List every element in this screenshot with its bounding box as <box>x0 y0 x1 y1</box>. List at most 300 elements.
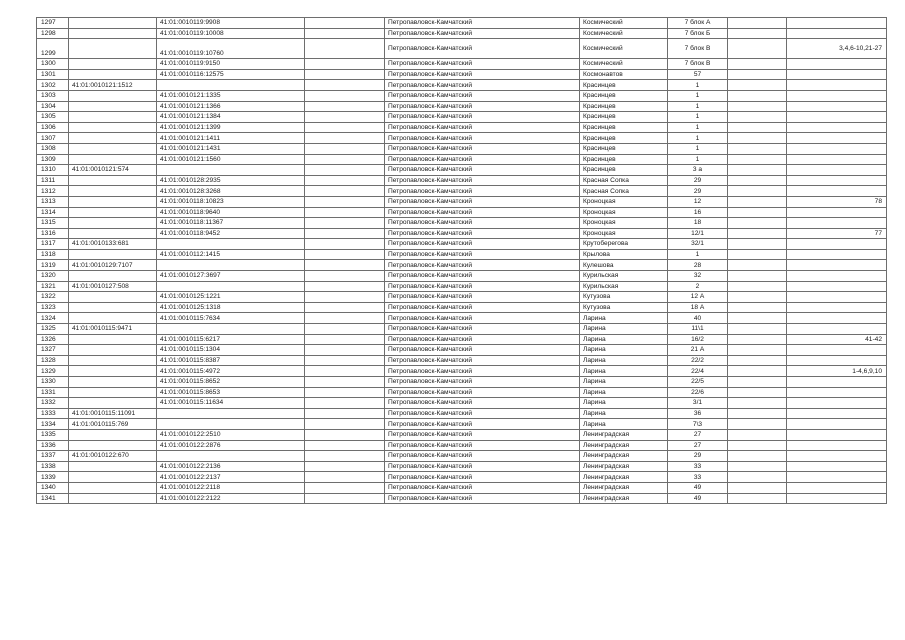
house-cell: 1 <box>668 133 728 144</box>
apartments-cell <box>787 133 887 144</box>
empty-cell <box>728 196 787 207</box>
city-cell: Петропавловск-Камчатский <box>385 398 580 409</box>
empty-cell <box>728 18 787 29</box>
city-cell: Петропавловск-Камчатский <box>385 133 580 144</box>
house-cell: 1 <box>668 143 728 154</box>
row-number: 1329 <box>37 366 69 377</box>
house-cell: 12 <box>668 196 728 207</box>
table-row <box>37 59 887 70</box>
city-cell: Петропавловск-Камчатский <box>385 408 580 419</box>
table-row <box>37 334 887 345</box>
city-cell: Петропавловск-Камчатский <box>385 271 580 282</box>
empty-cell <box>728 154 787 165</box>
city-cell: Петропавловск-Камчатский <box>385 59 580 70</box>
table-row <box>37 324 887 335</box>
table-row <box>37 143 887 154</box>
house-cell: 16 <box>668 207 728 218</box>
cadastral-building <box>69 429 157 440</box>
row-number: 1335 <box>37 429 69 440</box>
apartments-cell <box>787 186 887 197</box>
cadastral-building <box>69 472 157 483</box>
cadastral-building <box>69 39 157 59</box>
house-cell: 12/1 <box>668 228 728 239</box>
cadastral-building: 41:01:0010133:681 <box>69 239 157 250</box>
street-cell: Ленинградская <box>580 461 668 472</box>
apartments-cell <box>787 377 887 388</box>
cadastral-premises: 41:01:0010119:10008 <box>157 28 305 39</box>
empty-cell <box>728 482 787 493</box>
cadastral-building <box>69 461 157 472</box>
apartments-cell <box>787 313 887 324</box>
city-cell: Петропавловск-Камчатский <box>385 260 580 271</box>
cadastral-premises: 41:01:0010121:1431 <box>157 143 305 154</box>
empty-cell <box>728 165 787 176</box>
cadastral-building: 41:01:0010115:769 <box>69 419 157 430</box>
cadastral-building <box>69 218 157 229</box>
empty-cell <box>305 398 385 409</box>
house-cell: 29 <box>668 175 728 186</box>
table-row <box>37 440 887 451</box>
house-cell: 1 <box>668 90 728 101</box>
table-row <box>37 472 887 483</box>
house-cell: 1 <box>668 80 728 91</box>
house-cell: 7 блок В <box>668 39 728 59</box>
house-cell: 32/1 <box>668 239 728 250</box>
house-cell: 28 <box>668 260 728 271</box>
empty-cell <box>728 90 787 101</box>
cadastral-building <box>69 18 157 29</box>
empty-cell <box>728 302 787 313</box>
empty-cell <box>305 366 385 377</box>
street-cell: Ларина <box>580 419 668 430</box>
empty-cell <box>728 39 787 59</box>
cadastral-building <box>69 249 157 260</box>
apartments-cell <box>787 249 887 260</box>
city-cell: Петропавловск-Камчатский <box>385 207 580 218</box>
city-cell: Петропавловск-Камчатский <box>385 302 580 313</box>
street-cell: Красинцев <box>580 133 668 144</box>
empty-cell <box>728 218 787 229</box>
cadastral-premises: 41:01:0010122:2137 <box>157 472 305 483</box>
apartments-cell: 78 <box>787 196 887 207</box>
row-number: 1326 <box>37 334 69 345</box>
empty-cell <box>305 90 385 101</box>
street-cell: Ларина <box>580 377 668 388</box>
row-number: 1337 <box>37 451 69 462</box>
cadastral-building <box>69 440 157 451</box>
empty-cell <box>728 493 787 504</box>
table-row <box>37 239 887 250</box>
empty-cell <box>728 429 787 440</box>
apartments-cell <box>787 461 887 472</box>
cadastral-premises <box>157 419 305 430</box>
cadastral-premises: 41:01:0010122:2122 <box>157 493 305 504</box>
apartments-cell <box>787 69 887 80</box>
cadastral-premises: 41:01:0010121:1384 <box>157 112 305 123</box>
street-cell: Кутузова <box>580 302 668 313</box>
cadastral-premises: 41:01:0010121:1411 <box>157 133 305 144</box>
table-row <box>37 175 887 186</box>
city-cell: Петропавловск-Камчатский <box>385 461 580 472</box>
empty-cell <box>728 186 787 197</box>
house-cell: 33 <box>668 472 728 483</box>
empty-cell <box>305 408 385 419</box>
table-row <box>37 228 887 239</box>
house-cell: 18 А <box>668 302 728 313</box>
cadastral-premises: 41:01:0010122:2876 <box>157 440 305 451</box>
property-table <box>36 17 887 504</box>
city-cell: Петропавловск-Камчатский <box>385 154 580 165</box>
empty-cell <box>305 302 385 313</box>
street-cell: Ларина <box>580 366 668 377</box>
cadastral-premises: 41:01:0010119:9908 <box>157 18 305 29</box>
apartments-cell <box>787 143 887 154</box>
empty-cell <box>728 345 787 356</box>
cadastral-building: 41:01:0010121:1512 <box>69 80 157 91</box>
cadastral-premises: 41:01:0010127:3697 <box>157 271 305 282</box>
cadastral-building: 41:01:0010121:574 <box>69 165 157 176</box>
empty-cell <box>728 143 787 154</box>
row-number: 1299 <box>37 39 69 59</box>
cadastral-premises: 41:01:0010128:2935 <box>157 175 305 186</box>
table-row <box>37 493 887 504</box>
apartments-cell <box>787 419 887 430</box>
empty-cell <box>305 419 385 430</box>
table-row <box>37 101 887 112</box>
cadastral-premises <box>157 260 305 271</box>
table-row <box>37 249 887 260</box>
street-cell: Красная Сопка <box>580 186 668 197</box>
row-number: 1308 <box>37 143 69 154</box>
cadastral-premises: 41:01:0010119:10760 <box>157 39 305 59</box>
row-number: 1304 <box>37 101 69 112</box>
empty-cell <box>728 408 787 419</box>
cadastral-building <box>69 398 157 409</box>
house-cell: 1 <box>668 122 728 133</box>
table-row <box>37 218 887 229</box>
street-cell: Космический <box>580 39 668 59</box>
empty-cell <box>305 482 385 493</box>
empty-cell <box>728 281 787 292</box>
house-cell: 11\1 <box>668 324 728 335</box>
empty-cell <box>305 461 385 472</box>
city-cell: Петропавловск-Камчатский <box>385 239 580 250</box>
cadastral-building <box>69 302 157 313</box>
apartments-cell <box>787 429 887 440</box>
street-cell: Ларина <box>580 345 668 356</box>
empty-cell <box>305 18 385 29</box>
cadastral-premises <box>157 281 305 292</box>
empty-cell <box>305 218 385 229</box>
cadastral-premises <box>157 324 305 335</box>
empty-cell <box>305 143 385 154</box>
table-row <box>37 302 887 313</box>
house-cell: 12 А <box>668 292 728 303</box>
cadastral-building <box>69 175 157 186</box>
street-cell: Красинцев <box>580 154 668 165</box>
row-number: 1302 <box>37 80 69 91</box>
row-number: 1300 <box>37 59 69 70</box>
house-cell: 29 <box>668 186 728 197</box>
house-cell: 49 <box>668 482 728 493</box>
city-cell: Петропавловск-Камчатский <box>385 90 580 101</box>
street-cell: Кулешова <box>580 260 668 271</box>
table-row <box>37 18 887 29</box>
table-row <box>37 429 887 440</box>
empty-cell <box>305 249 385 260</box>
empty-cell <box>728 112 787 123</box>
empty-cell <box>728 271 787 282</box>
house-cell: 16/2 <box>668 334 728 345</box>
street-cell: Ленинградская <box>580 482 668 493</box>
cadastral-premises <box>157 80 305 91</box>
row-number: 1316 <box>37 228 69 239</box>
cadastral-building <box>69 90 157 101</box>
city-cell: Петропавловск-Камчатский <box>385 429 580 440</box>
cadastral-building <box>69 101 157 112</box>
city-cell: Петропавловск-Камчатский <box>385 313 580 324</box>
empty-cell <box>728 207 787 218</box>
apartments-cell <box>787 302 887 313</box>
empty-cell <box>305 377 385 388</box>
house-cell: 49 <box>668 493 728 504</box>
street-cell: Красинцев <box>580 101 668 112</box>
empty-cell <box>728 419 787 430</box>
table-row <box>37 28 887 39</box>
city-cell: Петропавловск-Камчатский <box>385 18 580 29</box>
table-row <box>37 186 887 197</box>
row-number: 1334 <box>37 419 69 430</box>
city-cell: Петропавловск-Камчатский <box>385 387 580 398</box>
street-cell: Ленинградская <box>580 472 668 483</box>
city-cell: Петропавловск-Камчатский <box>385 472 580 483</box>
cadastral-premises: 41:01:0010122:2118 <box>157 482 305 493</box>
street-cell: Космический <box>580 28 668 39</box>
apartments-cell <box>787 154 887 165</box>
street-cell: Ларина <box>580 387 668 398</box>
cadastral-building <box>69 133 157 144</box>
empty-cell <box>305 207 385 218</box>
empty-cell <box>728 239 787 250</box>
house-cell: 33 <box>668 461 728 472</box>
cadastral-premises: 41:01:0010118:9452 <box>157 228 305 239</box>
row-number: 1310 <box>37 165 69 176</box>
house-cell: 3/1 <box>668 398 728 409</box>
apartments-cell: 41-42 <box>787 334 887 345</box>
table-row <box>37 69 887 80</box>
empty-cell <box>728 377 787 388</box>
cadastral-building <box>69 387 157 398</box>
house-cell: 22/5 <box>668 377 728 388</box>
house-cell: 7 блок А <box>668 18 728 29</box>
row-number: 1319 <box>37 260 69 271</box>
street-cell: Ленинградская <box>580 429 668 440</box>
street-cell: Ларина <box>580 355 668 366</box>
cadastral-premises: 41:01:0010128:3268 <box>157 186 305 197</box>
city-cell: Петропавловск-Камчатский <box>385 143 580 154</box>
cadastral-premises: 41:01:0010119:9150 <box>157 59 305 70</box>
street-cell: Крутоберегова <box>580 239 668 250</box>
row-number: 1330 <box>37 377 69 388</box>
row-number: 1341 <box>37 493 69 504</box>
empty-cell <box>305 292 385 303</box>
row-number: 1327 <box>37 345 69 356</box>
house-cell: 1 <box>668 154 728 165</box>
city-cell: Петропавловск-Камчатский <box>385 165 580 176</box>
empty-cell <box>305 239 385 250</box>
table-row <box>37 260 887 271</box>
city-cell: Петропавловск-Камчатский <box>385 218 580 229</box>
street-cell: Курильская <box>580 271 668 282</box>
street-cell: Ларина <box>580 408 668 419</box>
table-row <box>37 345 887 356</box>
table-row <box>37 377 887 388</box>
cadastral-premises: 41:01:0010118:9640 <box>157 207 305 218</box>
table-row <box>37 154 887 165</box>
empty-cell <box>305 228 385 239</box>
cadastral-building <box>69 154 157 165</box>
cadastral-premises: 41:01:0010118:11367 <box>157 218 305 229</box>
street-cell: Красинцев <box>580 122 668 133</box>
empty-cell <box>305 313 385 324</box>
empty-cell <box>728 472 787 483</box>
cadastral-premises: 41:01:0010115:4972 <box>157 366 305 377</box>
cadastral-building <box>69 366 157 377</box>
city-cell: Петропавловск-Камчатский <box>385 451 580 462</box>
apartments-cell: 1-4,6,9,10 <box>787 366 887 377</box>
row-number: 1307 <box>37 133 69 144</box>
apartments-cell <box>787 292 887 303</box>
table-row <box>37 165 887 176</box>
apartments-cell <box>787 239 887 250</box>
empty-cell <box>305 493 385 504</box>
city-cell: Петропавловск-Камчатский <box>385 324 580 335</box>
cadastral-building <box>69 228 157 239</box>
street-cell: Красинцев <box>580 165 668 176</box>
empty-cell <box>305 387 385 398</box>
empty-cell <box>728 366 787 377</box>
apartments-cell <box>787 271 887 282</box>
empty-cell <box>305 39 385 59</box>
table-row <box>37 281 887 292</box>
city-cell: Петропавловск-Камчатский <box>385 419 580 430</box>
street-cell: Кутузова <box>580 292 668 303</box>
city-cell: Петропавловск-Камчатский <box>385 80 580 91</box>
cadastral-building <box>69 143 157 154</box>
table-row <box>37 313 887 324</box>
house-cell: 32 <box>668 271 728 282</box>
apartments-cell <box>787 345 887 356</box>
cadastral-premises: 41:01:0010121:1399 <box>157 122 305 133</box>
street-cell: Красинцев <box>580 90 668 101</box>
row-number: 1318 <box>37 249 69 260</box>
empty-cell <box>305 355 385 366</box>
row-number: 1311 <box>37 175 69 186</box>
empty-cell <box>728 101 787 112</box>
cadastral-premises: 41:01:0010116:12575 <box>157 69 305 80</box>
street-cell: Красинцев <box>580 143 668 154</box>
apartments-cell <box>787 387 887 398</box>
apartments-cell <box>787 165 887 176</box>
apartments-cell <box>787 451 887 462</box>
table-row <box>37 461 887 472</box>
empty-cell <box>305 429 385 440</box>
empty-cell <box>728 292 787 303</box>
empty-cell <box>728 451 787 462</box>
city-cell: Петропавловск-Камчатский <box>385 228 580 239</box>
empty-cell <box>305 440 385 451</box>
cadastral-building <box>69 313 157 324</box>
apartments-cell: 77 <box>787 228 887 239</box>
apartments-cell <box>787 493 887 504</box>
row-number: 1301 <box>37 69 69 80</box>
row-number: 1323 <box>37 302 69 313</box>
empty-cell <box>305 175 385 186</box>
city-cell: Петропавловск-Камчатский <box>385 377 580 388</box>
apartments-cell <box>787 355 887 366</box>
table-row <box>37 122 887 133</box>
cadastral-premises: 41:01:0010115:8652 <box>157 377 305 388</box>
cadastral-building: 41:01:0010129:7107 <box>69 260 157 271</box>
row-number: 1336 <box>37 440 69 451</box>
table-row <box>37 112 887 123</box>
city-cell: Петропавловск-Камчатский <box>385 39 580 59</box>
house-cell: 36 <box>668 408 728 419</box>
row-number: 1313 <box>37 196 69 207</box>
empty-cell <box>728 80 787 91</box>
house-cell: 22/2 <box>668 355 728 366</box>
empty-cell <box>728 355 787 366</box>
empty-cell <box>305 186 385 197</box>
empty-cell <box>305 69 385 80</box>
empty-cell <box>728 313 787 324</box>
house-cell: 27 <box>668 440 728 451</box>
city-cell: Петропавловск-Камчатский <box>385 175 580 186</box>
cadastral-building <box>69 377 157 388</box>
empty-cell <box>305 260 385 271</box>
empty-cell <box>305 112 385 123</box>
empty-cell <box>728 59 787 70</box>
empty-cell <box>305 133 385 144</box>
table-row <box>37 292 887 303</box>
street-cell: Ленинградская <box>580 451 668 462</box>
empty-cell <box>305 334 385 345</box>
street-cell: Ленинградская <box>580 493 668 504</box>
row-number: 1325 <box>37 324 69 335</box>
apartments-cell <box>787 59 887 70</box>
house-cell: 29 <box>668 451 728 462</box>
empty-cell <box>728 461 787 472</box>
table-row <box>37 196 887 207</box>
table-row <box>37 133 887 144</box>
cadastral-building <box>69 292 157 303</box>
street-cell: Красинцев <box>580 112 668 123</box>
apartments-cell <box>787 472 887 483</box>
row-number: 1305 <box>37 112 69 123</box>
apartments-cell <box>787 408 887 419</box>
empty-cell <box>305 154 385 165</box>
empty-cell <box>305 122 385 133</box>
empty-cell <box>728 440 787 451</box>
house-cell: 1 <box>668 249 728 260</box>
table-row <box>37 387 887 398</box>
cadastral-building: 41:01:0010127:508 <box>69 281 157 292</box>
city-cell: Петропавловск-Камчатский <box>385 122 580 133</box>
street-cell: Курильская <box>580 281 668 292</box>
empty-cell <box>728 334 787 345</box>
cadastral-premises: 41:01:0010121:1366 <box>157 101 305 112</box>
house-cell: 18 <box>668 218 728 229</box>
